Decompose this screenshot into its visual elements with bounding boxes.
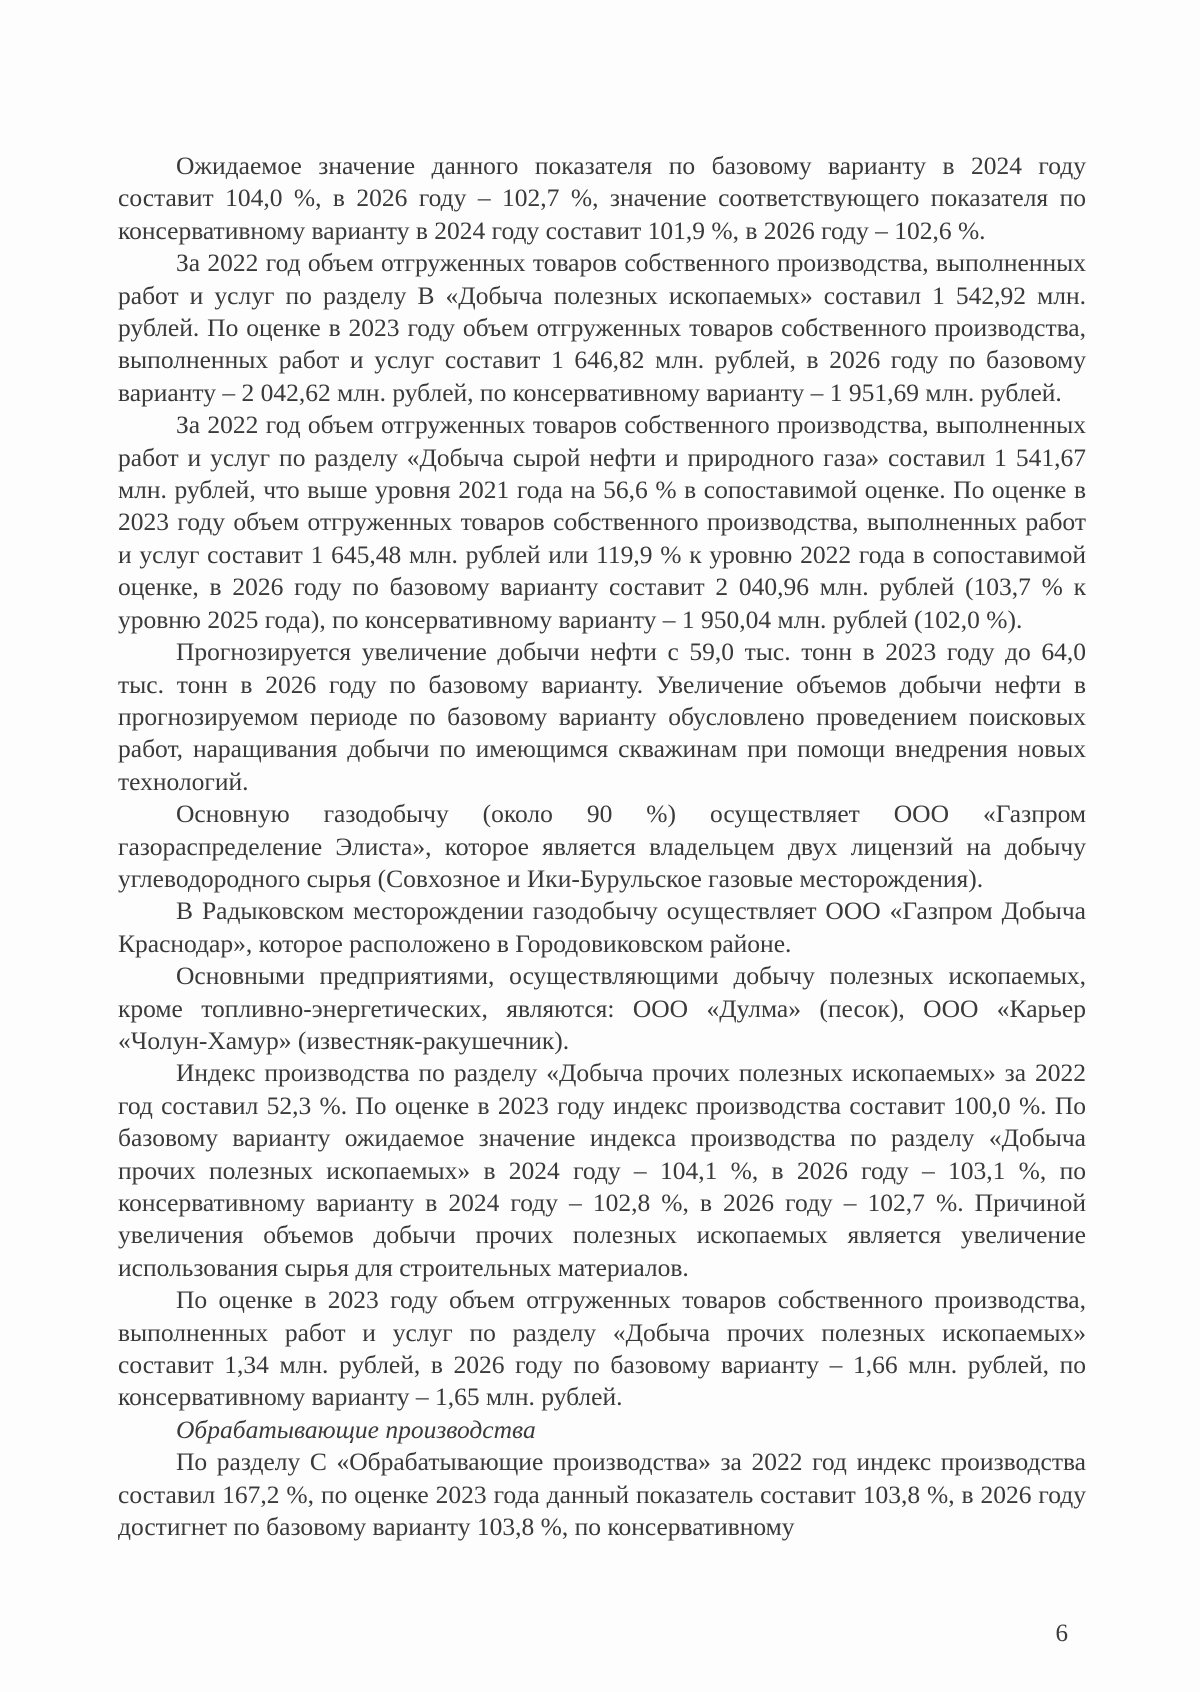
page-number: 6 <box>1055 1620 1068 1647</box>
paragraph: За 2022 год объем отгруженных товаров собственного производства, выполненных работ и услуг по разделу «Добыча сырой нефти и природного газа» составил 1 541,67 млн. рублей, что выше уровня 2021 года на 56,6 % в сопоставимой оценке. По оценке в 2023 году объем отгруженных товаров собственного производства, выполненных работ и услуг составит 1 645,48 млн. рублей или 119,9 % к уровню 2022 года в сопоставимой оценке, в 2026 году по базовому варианту составит 2 040,96 млн. рублей (103,7 % к уровню 2025 года), по консервативному варианту – 1 950,04 млн. рублей (102,0 %). <box>118 410 1086 634</box>
paragraph: Прогнозируется увеличение добычи нефти с 59,0 тыс. тонн в 2023 году до 64,0 тыс. тонн в 2026 году по базовому варианту. Увеличение объемов добычи нефти в прогнозируемом периоде по базовому варианту обусловлено проведением поисковых работ, наращивания добычи по имеющимся скважинам при помощи внедрения новых технологий. <box>118 637 1086 796</box>
paragraph: Основными предприятиями, осуществляющими добычу полезных ископаемых, кроме топливно-энергетических, являются: ООО «Дулма» (песок), ООО «Карьер «Чолун-Хамур» (известняк-ракушечник). <box>118 961 1086 1055</box>
document-body <box>118 150 1086 1543</box>
paragraph: В Радыковском месторождении газодобычу осуществляет ООО «Газпром Добыча Краснодар», которое расположено в Городовиковском районе. <box>118 896 1086 958</box>
paragraph: Основную газодобычу (около 90 %) осуществляет ООО «Газпром газораспределение Элиста», которое является владельцем двух лицензий на добычу углеводородного сырья (Совхозное и Ики-Бурульское газовые месторождения). <box>118 799 1086 893</box>
section-heading: Обрабатывающие производства <box>176 1414 536 1444</box>
paragraph: Ожидаемое значение данного показателя по базовому варианту в 2024 году составит 104,0 %, в 2026 году – 102,7 %, значение соответствующего показателя по консервативному варианту в 2024 году составит 101,9 %, в 2026 году – 102,6 %. <box>118 151 1086 245</box>
paragraph: Индекс производства по разделу «Добыча прочих полезных ископаемых» за 2022 год составил 52,3 %. По оценке в 2023 году индекс производства составит 100,0 %. По базовому варианту ожидаемое значение индекса производства по разделу «Добыча прочих полезных ископаемых» в 2024 году – 104,1 %, в 2026 году – 103,1 %, по консервативному варианту в 2024 году – 102,8 %, в 2026 году – 102,7 %. Причиной увеличения объемов добычи прочих полезных ископаемых является увеличение использования сырья для строительных материалов. <box>118 1058 1086 1282</box>
paragraph: За 2022 год объем отгруженных товаров собственного производства, выполненных работ и услуг по разделу B «Добыча полезных ископаемых» составил 1 542,92 млн. рублей. По оценке в 2023 году объем отгруженных товаров собственного производства, выполненных работ и услуг составит 1 646,82 млн. рублей, в 2026 году по базовому варианту – 2 042,62 млн. рублей, по консервативному варианту – 1 951,69 млн. рублей. <box>118 248 1086 407</box>
paragraph: По разделу С «Обрабатывающие производства» за 2022 год индекс производства составил 167,2 %, по оценке 2023 года данный показатель составит 103,8 %, в 2026 году достигнет по базовому варианту 103,8 %, по консервативному <box>118 1447 1086 1542</box>
paragraph: По оценке в 2023 году объем отгруженных товаров собственного производства, выполненных работ и услуг по разделу «Добыча прочих полезных ископаемых» составит 1,34 млн. рублей, в 2026 году по базовому варианту – 1,66 млн. рублей, по консервативному варианту – 1,65 млн. рублей. <box>118 1285 1086 1412</box>
